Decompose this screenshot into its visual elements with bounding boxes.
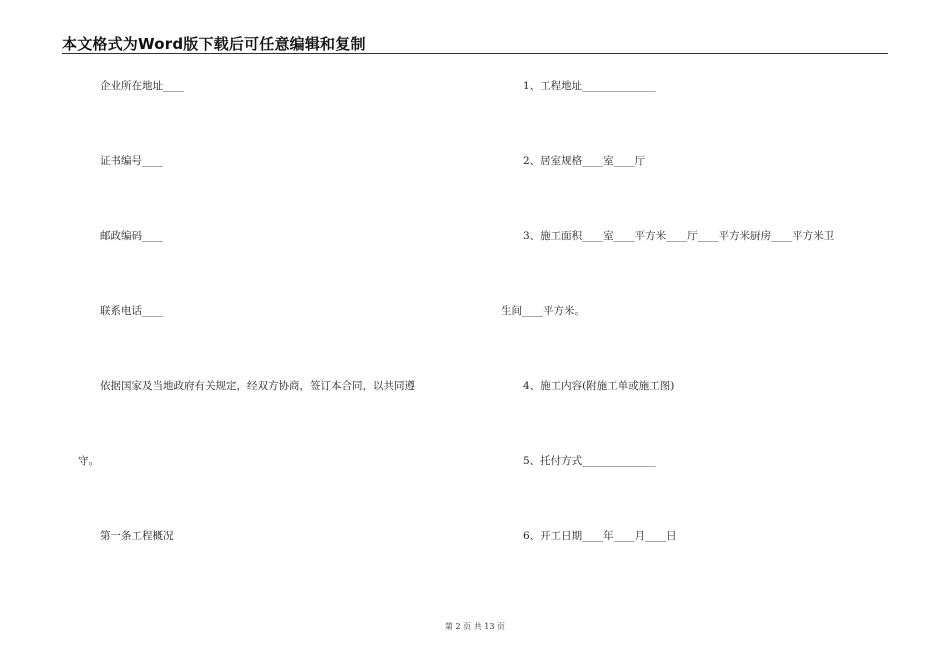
legal-basis-paragraph-continuation: 守。 — [78, 455, 99, 467]
company-address-line: 企业所在地址____ — [100, 80, 184, 92]
postal-code-line: 邮政编码____ — [100, 230, 163, 242]
document-header-title: 本文格式为Word版下载后可任意编辑和复制 — [62, 35, 366, 53]
construction-area-line: 3、施工面积____室____平方米____厅____平方米厨房____平方米卫 — [523, 230, 835, 242]
contact-phone-line: 联系电话____ — [100, 305, 163, 317]
start-date-line: 6、开工日期____年____月____日 — [523, 530, 677, 542]
construction-content-line: 4、施工内容(附施工单或施工图) — [523, 380, 675, 392]
project-address-line: 1、工程地址______________ — [523, 80, 656, 92]
room-layout-line: 2、居室规格____室____厅 — [523, 155, 646, 167]
certificate-number-line: 证书编号____ — [100, 155, 163, 167]
page-number-footer: 第 2 页 共 13 页 — [445, 622, 505, 631]
commission-method-line: 5、托付方式______________ — [523, 455, 656, 467]
construction-area-continuation: 生间____平方米。 — [501, 305, 585, 317]
article-one-heading: 第一条工程概况 — [100, 530, 174, 542]
header-divider — [62, 53, 888, 54]
legal-basis-paragraph: 依据国家及当地政府有关规定，经双方协商，签订本合同，以共同遵 — [100, 380, 415, 392]
